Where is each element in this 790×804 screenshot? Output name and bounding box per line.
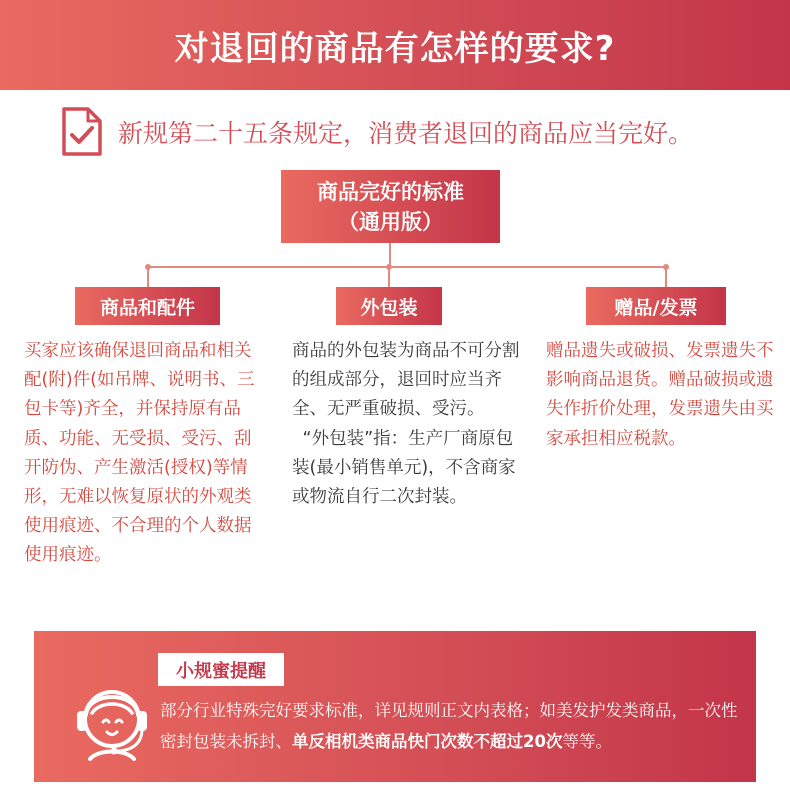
outer-packaging-text bbox=[292, 337, 524, 512]
category-label: 外包装 bbox=[360, 296, 418, 319]
reminder-text-normal: 部分行业特殊完好要求标准，详见规则正文内表格；如美发护发类商品，一次性密封包装未拆封、 bbox=[160, 701, 738, 751]
standard-title-box bbox=[281, 170, 500, 243]
category-label: 赠品/发票 bbox=[614, 296, 698, 319]
category-description: 买家应该确保退回商品和相关配(附)件(如吊牌、说明书、三包卡等)齐全，并保持原有品质、功能、无受损、受污、刮开防伪、产生激活(授权)等情形，无难以恢复原状的外观类使用痕迹、不合理的个人数据使用痕迹。 bbox=[24, 341, 255, 566]
page-title: 对退回的商品有怎样的要求? bbox=[174, 28, 616, 69]
rule-statement bbox=[58, 104, 693, 160]
document-check-icon bbox=[58, 106, 106, 158]
category-description: 赠品遗失或破损、发票遗失不影响商品退货。赠品破损或遗失作折价处理，发票遗失由买家承担相应税款。 bbox=[546, 341, 774, 449]
connector-bar bbox=[148, 266, 666, 268]
reminder-text-end: 等等。 bbox=[562, 732, 612, 751]
category-description: 商品的外包装为商品不可分割的组成部分，退回时应当齐全、无严重破损、受污。 bbox=[292, 341, 520, 420]
standard-subtitle: （通用版） bbox=[338, 209, 443, 234]
connector-branch bbox=[147, 267, 149, 288]
category-products-accessories bbox=[75, 287, 220, 325]
reminder-panel bbox=[34, 631, 756, 782]
gifts-invoices-text bbox=[546, 337, 776, 454]
standard-title: 商品完好的标准 bbox=[317, 179, 464, 204]
packaging-definition: “外包装”指：生产厂商原包装(最小销售单元)，不含商家或物流自行二次封装。 bbox=[292, 428, 516, 508]
category-label: 商品和配件 bbox=[99, 296, 195, 319]
reminder-text bbox=[160, 695, 750, 757]
products-accessories-text bbox=[24, 337, 262, 571]
connector-branch bbox=[665, 267, 667, 288]
reminder-text-highlight: 单反相机类商品快门次数不超过20次 bbox=[292, 732, 563, 751]
rule-text: 新规第二十五条规定，消费者退回的商品应当完好。 bbox=[118, 119, 694, 148]
customer-service-avatar-icon bbox=[70, 671, 154, 763]
connector-branch bbox=[388, 267, 390, 288]
category-gifts-invoices bbox=[586, 287, 726, 325]
category-outer-packaging bbox=[336, 287, 442, 325]
page-header-banner bbox=[0, 0, 790, 90]
reminder-label: 小规蜜提醒 bbox=[158, 653, 284, 686]
